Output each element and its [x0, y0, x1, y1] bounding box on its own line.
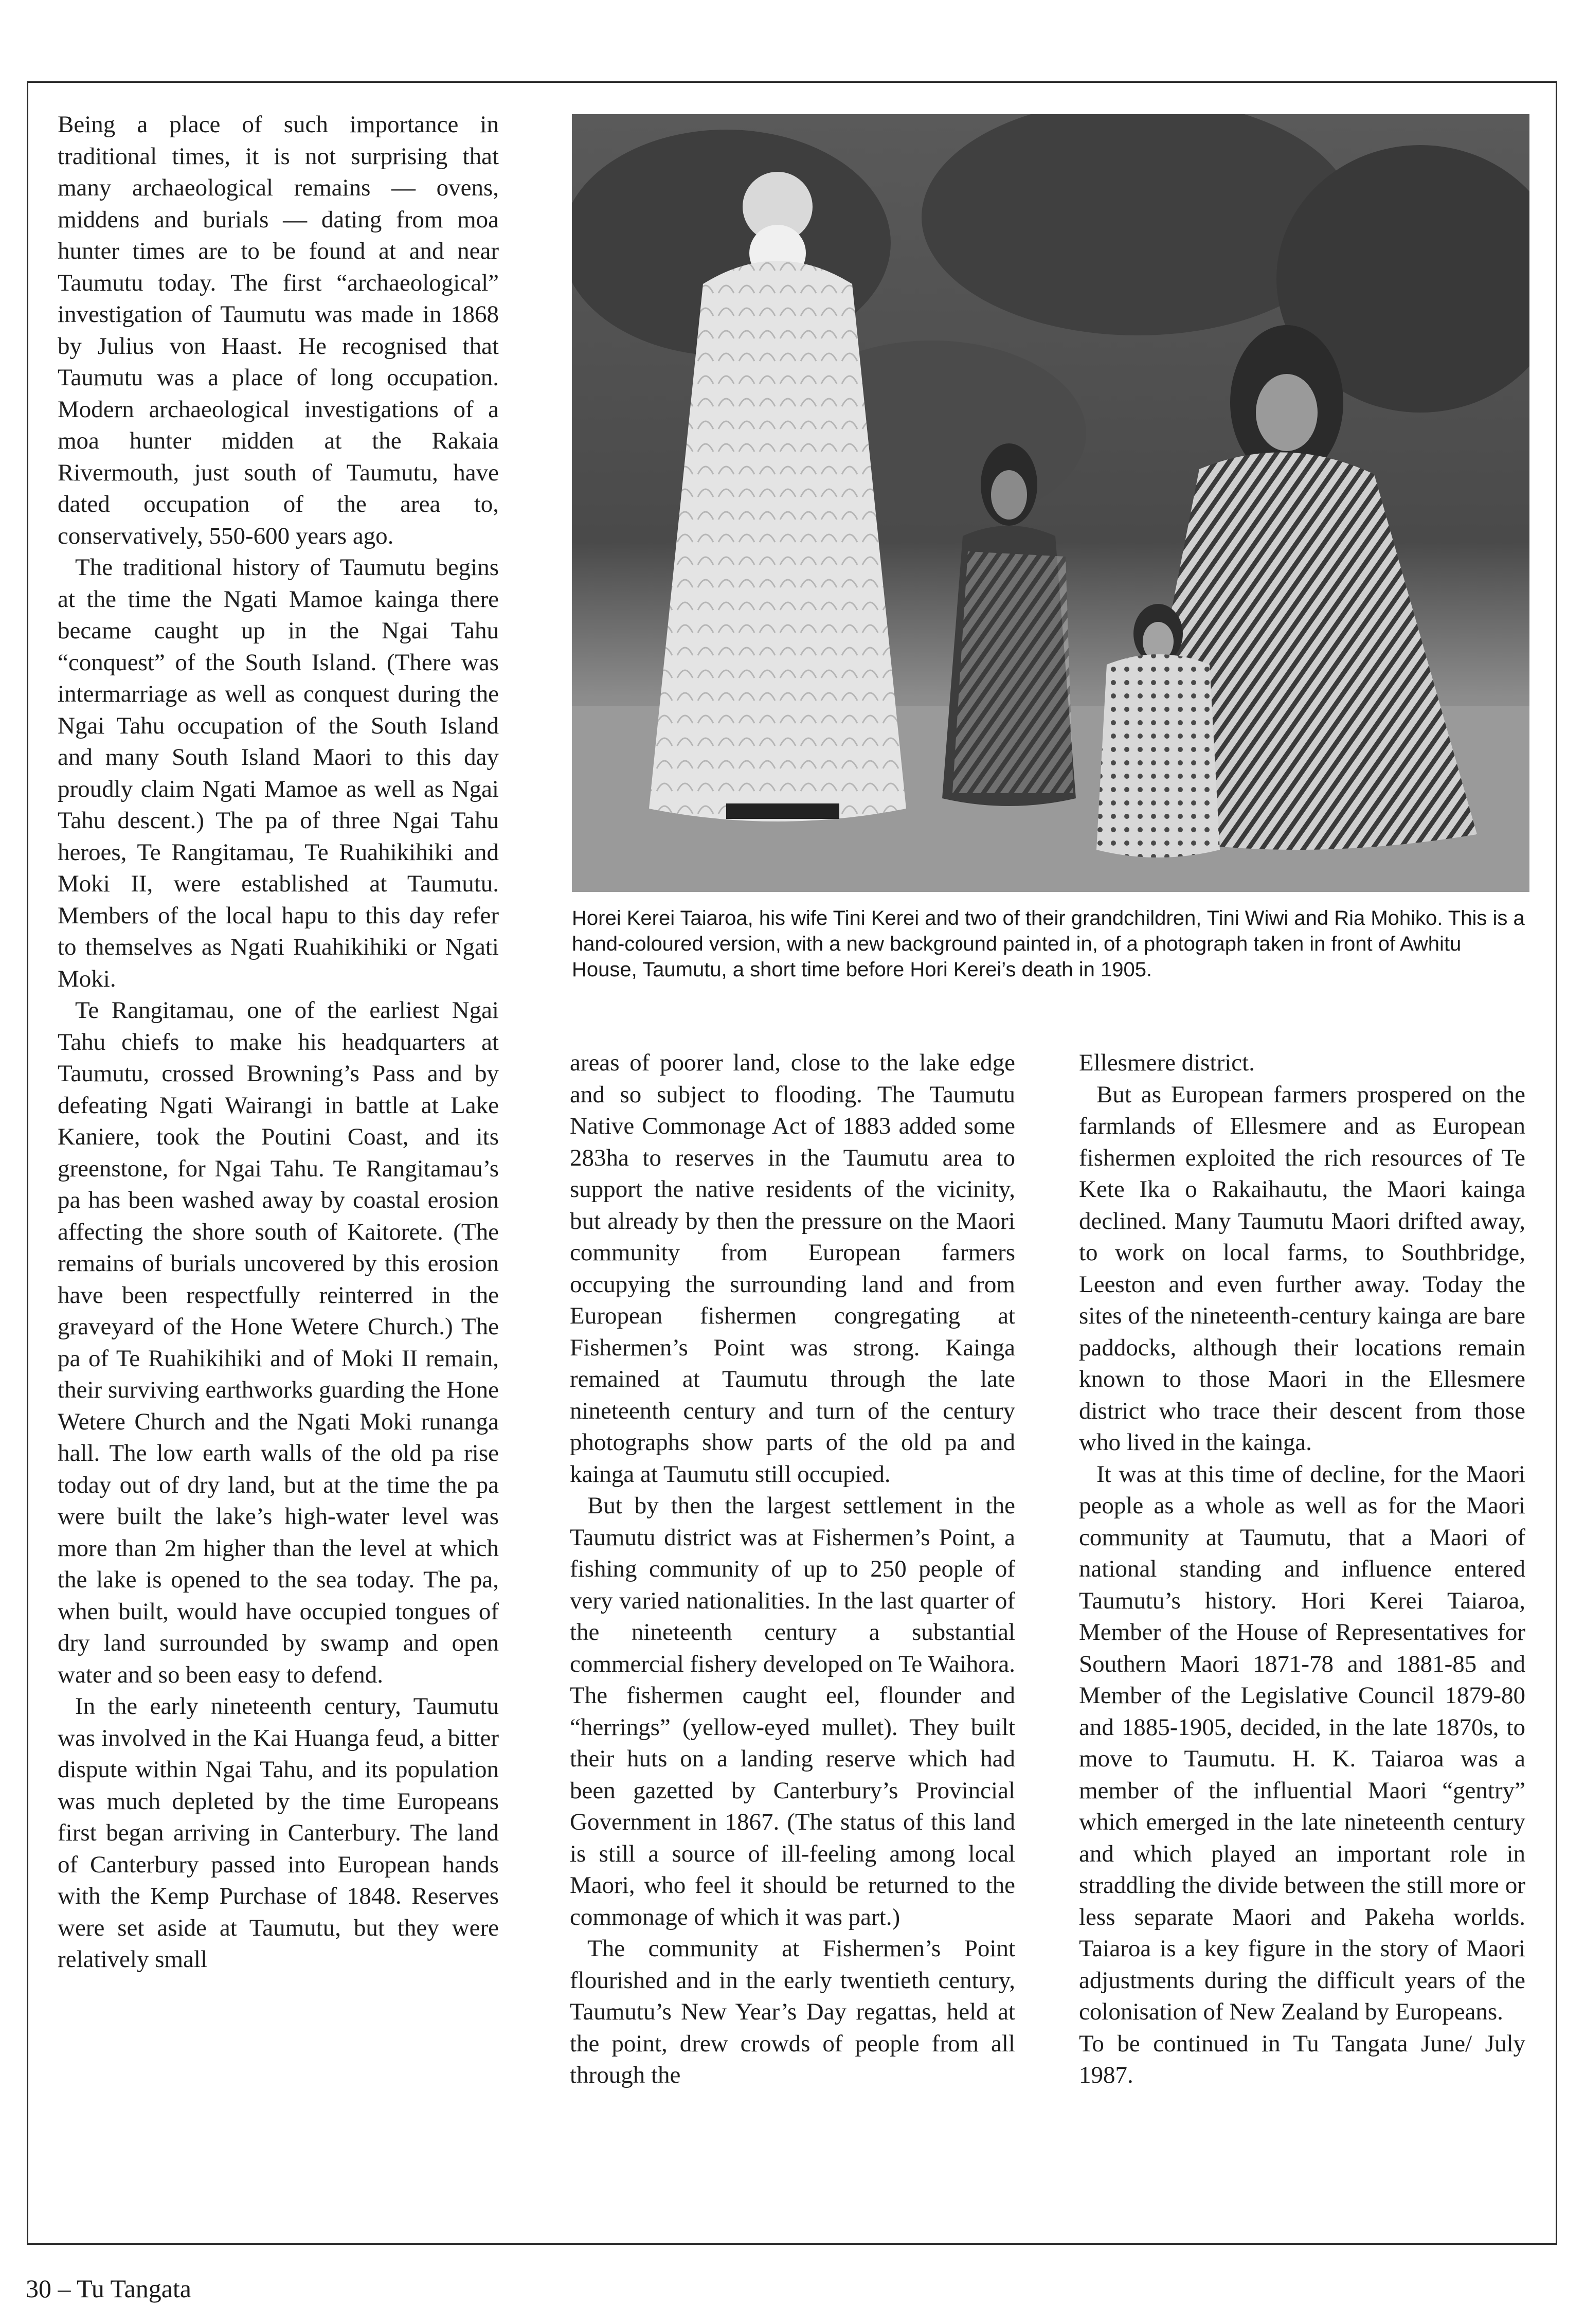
paragraph: areas of poorer land, close to the lake edge and so subject to flooding. The Taumutu Native Commonage Act of 1883 added some 283ha to reserves in the Taumutu area to support the native residents of the vicinity, but already by then the pressure on the Maori community from European farmers occupying the surrounding land and from European fishermen congregating at Fishermen’s Point was strong. Kainga remained at Taumutu through the late nineteenth century and turn of the century photographs show parts of the old pa and kainga at Taumutu still occupied. — [570, 1049, 1015, 1488]
historic-photograph — [572, 114, 1529, 892]
photograph-illustration — [572, 114, 1529, 892]
paragraph: It was at this time of decline, for the Maori people as a whole as well as for the Maori community at Taumutu, that a Maori of national standing and influence entered Taumutu’s history. Hori Kerei Taiaroa, Member of the House of Representatives for Southern Maori 1871-78 and 1881-85 and Member of the Legislative Council 1879-80 and 1885-1905, decided, in the late 1870s, to move to Taumutu. H. K. Taiaroa was a member of the influential Maori “gentry” which emerged in the late nineteenth century and which played an important role in straddling the divide between the still more or less separate Maori and Pakeha worlds. Taiaroa is a key figure in the story of Maori adjustments during the difficult years of the colonisation of New Zealand by Europeans. — [1079, 1460, 1525, 2025]
article-column-1 — [58, 109, 499, 1976]
paragraph: The community at Fishermen’s Point flourished and in the early twentieth century, Taumutu’s New Year’s Day regattas, held at the point, drew crowds of people from all through the — [570, 1935, 1015, 2088]
paragraph: But as European farmers prospered on the farmlands of Ellesmere and as European fishermen exploited the rich resources of Te Kete Ika o Rakaihautu, the Maori kainga declined. Many Taumutu Maori drifted away, to work on local farms, to Southbridge, Leeston and even further away. Today the sites of the nineteenth-century kainga are bare paddocks, although their locations remain known to those Maori in the Ellesmere district who trace their descent from those who lived in the kainga. — [1079, 1081, 1525, 1456]
paragraph: Being a place of such importance in traditional times, it is not surprising that many archaeological remains — ovens, middens and burials — dating from moa hunter times are to be found at and near Taumutu today. The first “archaeological” investigation of Taumutu was made in 1868 by Julius von Haast. He recognised that Taumutu was a place of long occupation. Modern archaeological investigations of a moa hunter midden at the Rakaia Rivermouth, just south of Taumutu, have dated occupation of the area to, conservatively, 550-600 years ago. — [58, 111, 499, 549]
paragraph: The traditional history of Taumutu begins at the time the Ngati Mamoe kainga there became caught up in the Ngai Tahu “conquest” of the South Island. (There was intermarriage as well as conquest during the Ngai Tahu occupation of the South Island and many South Island Maori to this day proudly claim Ngati Mamoe as well as Ngai Tahu descent.) The pa of three Ngai Tahu heroes, Te Rangitamau, Te Ruahikihiki and Moki II, were established at Taumutu. Members of the local hapu to this day refer to themselves as Ngati Ruahikihiki or Ngati Moki. — [58, 554, 499, 992]
paragraph: In the early nineteenth century, Taumutu was involved in the Kai Huanga feud, a bitter dispute within Ngai Tahu, and its population was much depleted by the time Europeans first began arriving in Canterbury. The land of Canterbury passed into European hands with the Kemp Purchase of 1848. Reserves were set aside at Taumutu, but they were relatively small — [58, 1693, 499, 1973]
paragraph: But by then the largest settlement in the Taumutu district was at Fishermen’s Point, a fishing community of up to 250 people of very varied nationalities. In the last quarter of the nineteenth century a substantial commercial fishery developed on Te Waihora. The fishermen caught eel, flounder and “herrings” (yellow-eyed mullet). They built their huts on a landing reserve which had been gazetted by Canterbury’s Provincial Government in 1867. (The status of this land is still a source of ill-feeling among local Maori, who feel it should be returned to the commonage of which it was part.) — [570, 1492, 1015, 1930]
photo-caption: Horei Kerei Taiaroa, his wife Tini Kerei and two of their grandchildren, Tini Wiwi and Ria Mohiko. This is a hand-coloured version, with a new background painted in, of a photograph taken in front of Awhitu House, Taumutu, a short time before Hori Kerei’s death in 1905. — [572, 907, 1525, 981]
paragraph: To be continued in Tu Tangata June/ July 1987. — [1079, 2030, 1525, 2088]
article-column-2 — [570, 1047, 1015, 2091]
article-column-3 — [1079, 1047, 1525, 2091]
paragraph: Te Rangitamau, one of the earliest Ngai Tahu chiefs to make his headquarters at Taumutu, crossed Browning’s Pass and by defeating Ngati Wairangi in battle at Lake Kaniere, took the Poutini Coast, and its greenstone, for Ngai Tahu. Te Rangitamau’s pa has been washed away by coastal erosion affecting the shore south of Kaitorete. (The remains of burials uncovered by this erosion have been respectfully reinterred in the graveyard of the Hone Wetere Church.) The pa of Te Ruahikihiki and of Moki II remain, their surviving earthworks guarding the Hone Wetere Church and the Ngati Moki runanga hall. The low earth walls of the old pa rise today out of dry land, but at the time the pa were built the lake’s high-water level was more than 2m higher than the level at which the lake is opened to the sea today. The pa, when built, would have occupied tongues of dry land surrounded by swamp and open water and so been easy to defend. — [58, 997, 499, 1688]
paragraph: Ellesmere district. — [1079, 1049, 1255, 1076]
page-folio: 30 – Tu Tangata — [26, 2274, 191, 2303]
